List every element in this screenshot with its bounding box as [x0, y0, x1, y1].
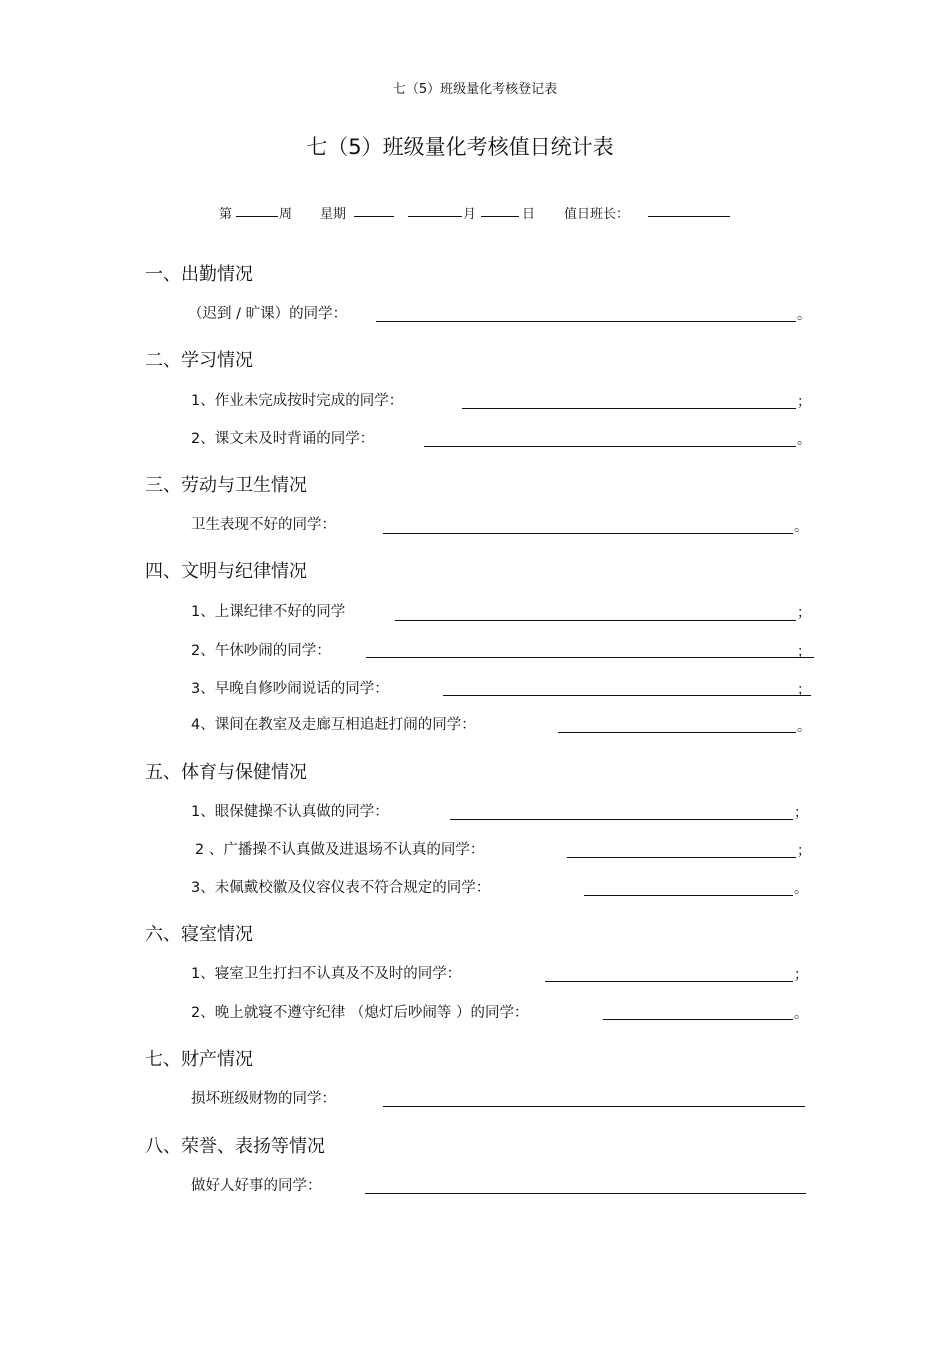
- answer-line[interactable]: [545, 981, 793, 982]
- section-heading: 七、财产情况: [145, 1049, 253, 1070]
- weekday-field[interactable]: [354, 203, 394, 217]
- page-title: 七（5）班级量化考核值日统计表: [306, 135, 614, 159]
- item-label: 卫生表现不好的同学：: [191, 517, 336, 533]
- answer-line[interactable]: [366, 657, 814, 658]
- answer-line[interactable]: [443, 695, 811, 696]
- day-field[interactable]: [481, 203, 519, 217]
- section-heading: 五、体育与保健情况: [145, 762, 307, 783]
- item-end: ；: [797, 644, 811, 660]
- answer-line[interactable]: [584, 895, 793, 896]
- answer-line[interactable]: [567, 857, 796, 858]
- item-end: 。: [797, 307, 811, 323]
- section-heading: 四、文明与纪律情况: [145, 561, 307, 582]
- section-heading: 一、出勤情况: [145, 264, 253, 285]
- item-label: 1、眼保健操不认真做的同学：: [191, 804, 389, 820]
- item-end: 。: [797, 719, 811, 735]
- answer-line[interactable]: [376, 321, 796, 322]
- item-label: 4、课间在教室及走廊互相追赶打闹的同学：: [191, 717, 476, 733]
- item-label: 2、晚上就寝不遵守纪律 （熄灯后吵闹等 ）的同学：: [191, 1005, 529, 1021]
- item-end: ；: [797, 605, 811, 621]
- week-suffix: 周: [279, 207, 293, 222]
- monitor-label: 值日班长：: [564, 207, 630, 222]
- item-end: ；: [794, 805, 808, 821]
- item-end: 。: [794, 519, 808, 535]
- page-header: 七（5）班级量化考核登记表: [392, 82, 558, 97]
- month-field[interactable]: [408, 203, 462, 217]
- item-end: 。: [794, 1006, 808, 1022]
- monitor-field[interactable]: [648, 203, 730, 217]
- answer-line[interactable]: [383, 1106, 805, 1107]
- answer-line[interactable]: [383, 533, 793, 534]
- section-heading: 三、劳动与卫生情况: [145, 475, 307, 496]
- item-end: 。: [794, 881, 808, 897]
- item-end: ；: [797, 682, 811, 698]
- section-heading: 二、学习情况: [145, 350, 253, 371]
- section-heading: 八、荣誉、表扬等情况: [145, 1136, 325, 1157]
- item-end: 。: [797, 432, 811, 448]
- item-label: 3、未佩戴校徽及仪容仪表不符合规定的同学：: [191, 880, 491, 896]
- item-label: 1、作业未完成按时完成的同学：: [191, 393, 404, 409]
- item-label: 做好人好事的同学：: [191, 1178, 322, 1194]
- item-label: 损坏班级财物的同学：: [191, 1091, 336, 1107]
- item-end: ；: [797, 843, 811, 859]
- item-label: 2、午休吵闹的同学：: [191, 643, 331, 659]
- month-label: 月: [463, 207, 477, 222]
- week-prefix: 第: [219, 207, 233, 222]
- answer-line[interactable]: [395, 620, 796, 621]
- day-label: 日: [522, 207, 536, 222]
- item-label: 3、早晚自修吵闹说话的同学：: [191, 681, 389, 697]
- answer-line[interactable]: [450, 819, 793, 820]
- answer-line[interactable]: [462, 408, 796, 409]
- item-label: 2 、广播操不认真做及进退场不认真的同学：: [195, 842, 485, 858]
- item-end: ；: [794, 967, 808, 983]
- answer-line[interactable]: [603, 1019, 793, 1020]
- item-label: 2、课文未及时背诵的同学：: [191, 431, 375, 447]
- weekday-label: 星期: [320, 207, 347, 222]
- item-label: 1、上课纪律不好的同学: [191, 604, 346, 620]
- answer-line[interactable]: [365, 1193, 806, 1194]
- section-heading: 六、寝室情况: [145, 924, 253, 945]
- answer-line[interactable]: [558, 732, 796, 733]
- item-label: 1、寝室卫生打扫不认真及不及时的同学：: [191, 966, 462, 982]
- item-end: ；: [797, 394, 811, 410]
- answer-line[interactable]: [424, 446, 796, 447]
- item-label: （迟到 / 旷课）的同学：: [188, 306, 348, 322]
- week-field[interactable]: [236, 203, 278, 217]
